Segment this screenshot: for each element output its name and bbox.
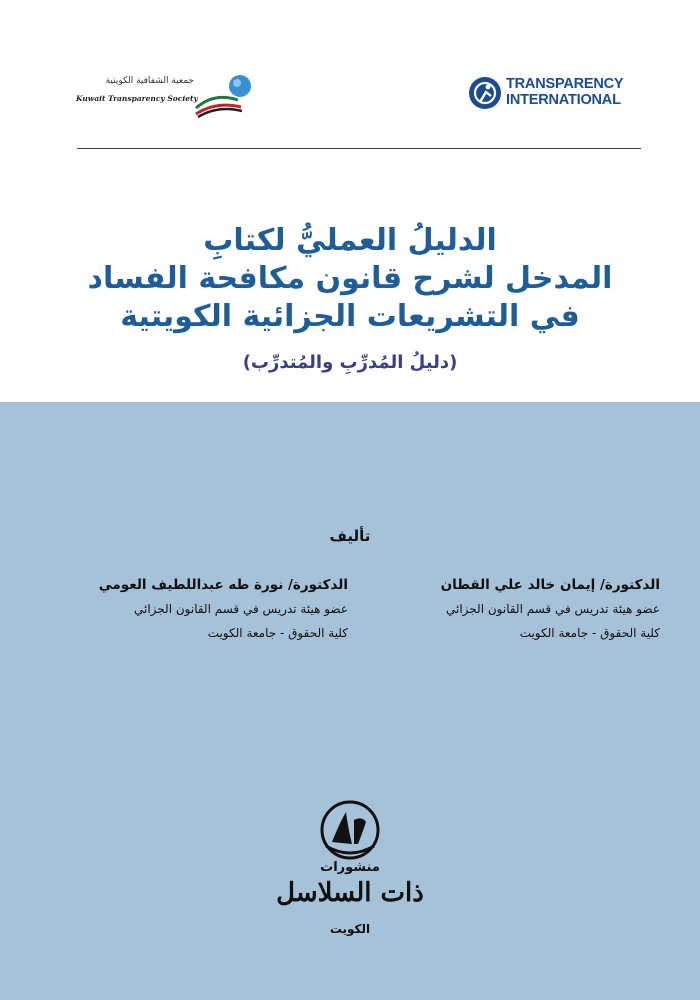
kts-arabic-name: جمعية الشفافية الكويتية [105,76,194,86]
cover-top-section [0,0,700,402]
kts-emblem-icon [194,70,256,118]
author-2-affiliation: كلية الحقوق - جامعة الكويت [207,626,348,640]
publisher-label: منشورات [320,860,380,875]
transparency-international-logo [468,74,643,114]
publisher-emblem-icon [318,798,382,864]
author-2 [30,573,348,645]
title-line-3: في التشريعات الجزائية الكويتية [120,299,580,334]
publisher-city: الكويت [329,922,371,936]
header-divider [77,148,641,149]
author-1-affiliation: كلية الحقوق - جامعة الكويت [519,626,660,640]
authored-label: تأليف [329,527,371,545]
author-2-role: عضو هيئة تدريس في قسم القانون الجزائي [134,602,348,616]
ti-line-2: INTERNATIONAL [506,92,621,108]
title-line-2: المدخل لشرح قانون مكافحة الفساد [87,261,613,296]
ti-line-1: TRANSPARENCY [506,76,624,92]
author-2-name: الدكتورة/ نورة طه عبداللطيف العومي [98,577,348,593]
ti-emblem-icon [468,76,502,110]
author-1-name: الدكتورة/ إيمان خالد علي القطان [440,577,660,593]
kuwait-transparency-society-logo [76,70,256,120]
book-title [40,222,660,336]
ti-wordmark [506,76,623,108]
book-subtitle: (دليلُ المُدرِّبِ والمُتدرِّب) [242,352,458,373]
title-line-1: الدليلُ العمليُّ لكتابِ [203,223,497,258]
kts-english-name: Kuwait Transparency Society [76,94,198,103]
publisher-name: ذات السلاسل [276,878,424,908]
author-1 [360,573,660,645]
publisher-block [260,790,440,970]
author-1-role: عضو هيئة تدريس في قسم القانون الجزائي [446,602,660,616]
